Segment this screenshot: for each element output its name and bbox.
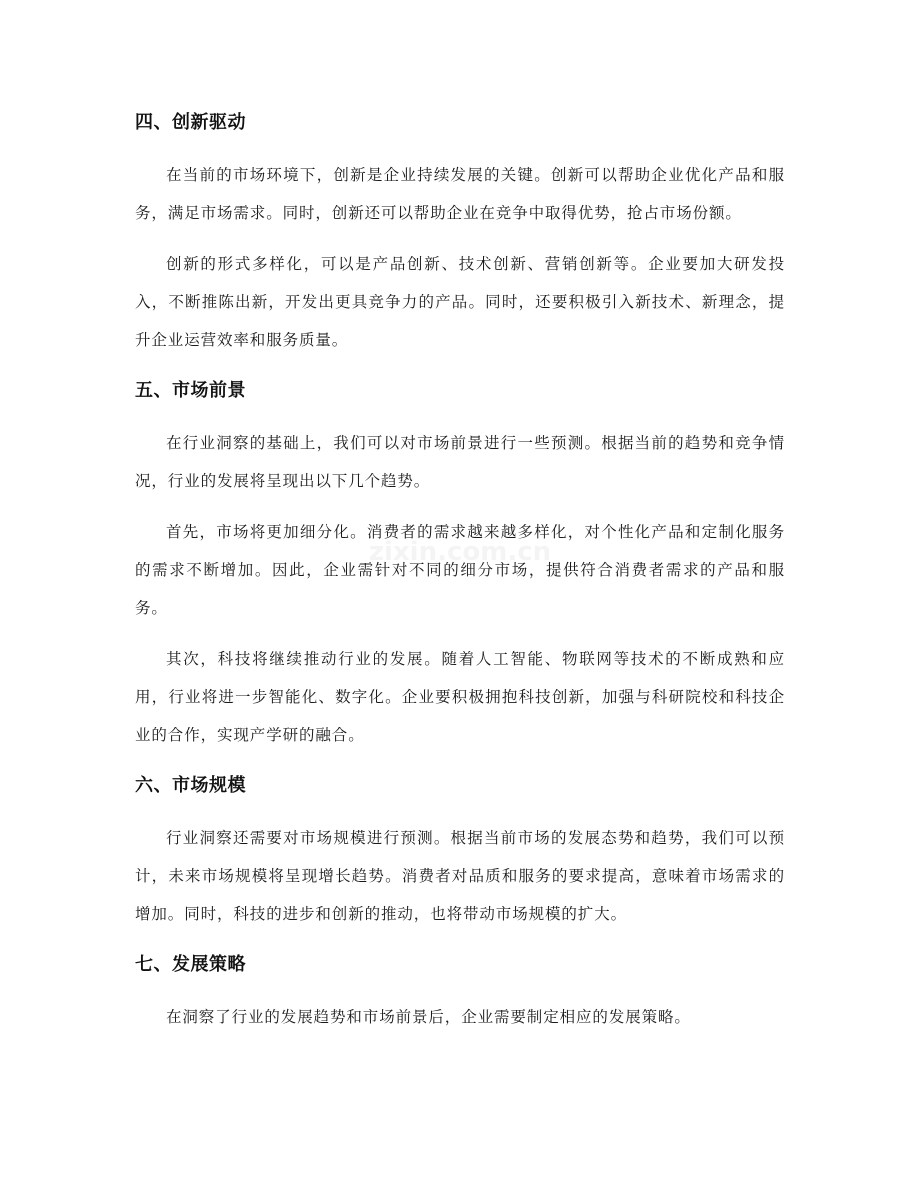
paragraph: 其次，科技将继续推动行业的发展。随着人工智能、物联网等技术的不断成熟和应用，行业将进一步智能化、数字化。企业要积极拥抱科技创新，加强与科研院校和科技企业的合作，实现产学研的融合。 (135, 650, 785, 744)
paragraph: 在行业洞察的基础上，我们可以对市场前景进行一些预测。根据当前的趋势和竞争情况，行业的发展将呈现出以下几个趋势。 (135, 434, 785, 490)
section-heading: 七、发展策略 (135, 954, 246, 975)
paragraph: 行业洞察还需要对市场规模进行预测。根据当前市场的发展态势和趋势，我们可以预计，未来市场规模将呈现增长趋势。消费者对品质和服务的要求提高，意味着市场需求的增加。同时，科技的进步和创新的推动，也将带动市场规模的扩大。 (135, 829, 785, 923)
paragraph: 首先，市场将更加细分化。消费者的需求越来越多样化，对个性化产品和定制化服务的需求不断增加。因此，企业需针对不同的细分市场，提供符合消费者需求的产品和服务。 (135, 523, 785, 617)
paragraph: 在洞察了行业的发展趋势和市场前景后，企业需要制定相应的发展策略。 (166, 1008, 691, 1026)
section-heading: 五、市场前景 (135, 380, 246, 401)
watermark-text: zixin.com.cn (368, 537, 552, 567)
section-heading: 四、创新驱动 (135, 112, 246, 133)
section-heading: 六、市场规模 (135, 775, 246, 796)
paragraph: 创新的形式多样化，可以是产品创新、技术创新、营销创新等。企业要加大研发投入，不断推陈出新，开发出更具竞争力的产品。同时，还要积极引入新技术、新理念，提升企业运营效率和服务质量。 (135, 255, 785, 349)
document-page (135, 104, 785, 1036)
paragraph: 在当前的市场环境下，创新是企业持续发展的关键。创新可以帮助企业优化产品和服务，满足市场需求。同时，创新还可以帮助企业在竞争中取得优势，抢占市场份额。 (135, 166, 785, 222)
